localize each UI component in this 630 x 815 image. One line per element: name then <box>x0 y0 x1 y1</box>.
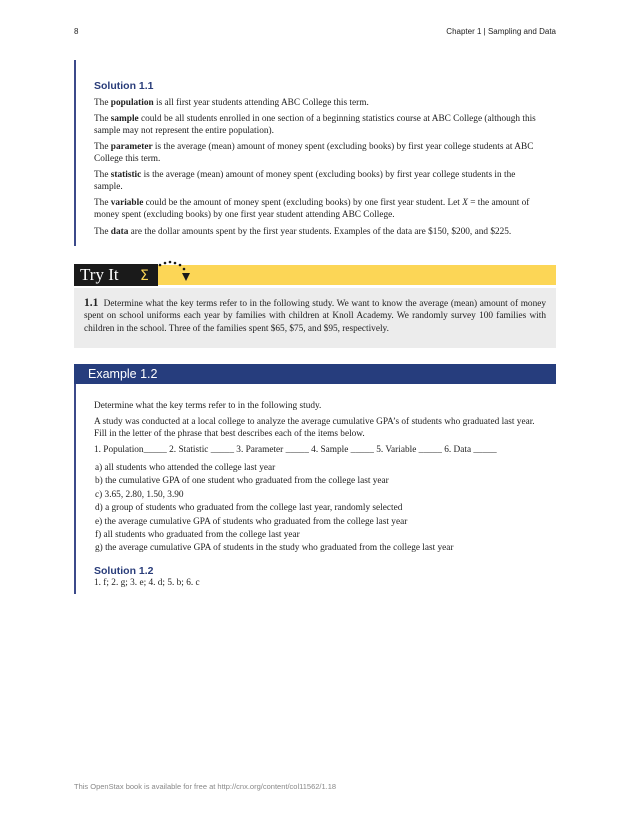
list-item: a) all students who attended the college last year <box>95 463 276 473</box>
page-number: 8 <box>74 27 79 36</box>
sample-definition: The sample could be all students enrolled in one section of a beginning statistics course at ABC College (although this sample may not represent the entire population). <box>94 114 536 137</box>
exercise-number: 1.1 <box>84 297 99 309</box>
list-item: c) 3.65, 2.80, 1.50, 3.90 <box>95 489 184 500</box>
solution-1-2-title: Solution 1.2 <box>94 565 154 577</box>
example-study: A study was conducted at a local college to analyze the average cumulative GPA’s of students who graduated last year. Fill in the letter of the phrase that best describes each of the items below. <box>94 417 535 440</box>
list-item: e) the average cumulative GPA of students who graduated from the college last year <box>95 516 408 527</box>
example-bar <box>74 384 76 594</box>
list-item: g) the average cumulative GPA of students in the study who graduated from the college last year <box>95 543 454 554</box>
try-it-label: Try It <box>74 264 158 286</box>
list-item: b) the cumulative GPA of one student who graduated from the college last year <box>95 476 389 487</box>
statistic-definition: The statistic is the average (mean) amount of money spent (excluding books) by first year college students in the sample. <box>94 170 516 193</box>
svg-text:Σ: Σ <box>140 268 149 284</box>
list-item: f) all students who graduated from the college last year <box>95 530 300 541</box>
solution-1-1-title: Solution 1.1 <box>94 80 154 92</box>
chapter-header: Chapter 1 | Sampling and Data <box>446 27 556 36</box>
example-options-list <box>95 462 454 556</box>
solution-1-2-answer: 1. f; 2. g; 3. e; 4. d; 5. b; 6. c <box>94 578 200 588</box>
population-definition: The population is all first year students attending ABC College this term. <box>94 98 369 108</box>
example-title: Example 1.2 <box>88 367 158 381</box>
variable-definition: The variable could be the amount of money spent (excluding books) by one first year student. Let X = the amount of money spent (excluding books) by one first year student attending ABC College. <box>94 198 530 221</box>
parameter-definition: The parameter is the average (mean) amount of money spent (excluding books) by first year college students at ABC College this term. <box>94 142 534 165</box>
solution-1-1-bar <box>74 60 76 246</box>
try-it-exercise: 1.1 Determine what the key terms refer to in the following study. We want to know the average (mean) amount of money spent on school uniforms each year by families with children at Knoll Academy. We randomly survey 100 families with children in the school. Three of the families spent $65, $75, and $95, respectively. <box>84 297 546 334</box>
list-item: d) a group of students who graduated from the college last year, randomly selected <box>95 503 403 514</box>
data-definition: The data are the dollar amounts spent by the first year students. Examples of the data are $150, $200, and $225. <box>94 227 512 237</box>
sigma-icon <box>136 258 196 288</box>
footer-note: This OpenStax book is available for free at http://cnx.org/content/col11562/1.18 <box>74 782 337 791</box>
example-items-line: 1. Population_____ 2. Statistic _____ 3. Parameter _____ 4. Sample _____ 5. Variable _____ 6. Data _____ <box>94 445 497 455</box>
example-intro: Determine what the key terms refer to in the following study. <box>94 401 322 411</box>
